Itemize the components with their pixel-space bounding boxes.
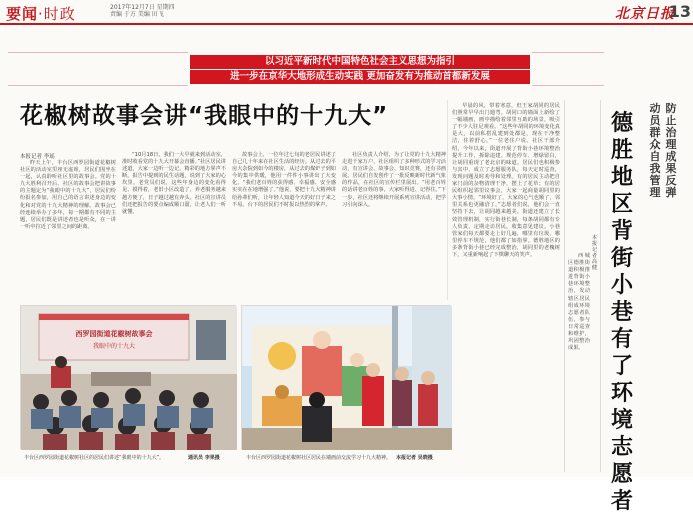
article-column-4	[342, 152, 446, 298]
banner-decoration-left	[8, 52, 188, 86]
date-info	[110, 4, 175, 18]
article-column-5	[452, 103, 560, 473]
photo1-credit: 通讯员 李果摄	[188, 455, 220, 461]
screen-title: 西罗园街道花椒树故事会	[75, 330, 153, 338]
photo2-credit: 本报记者 吴晓摄	[396, 455, 433, 461]
column-divider	[564, 100, 565, 472]
photo2-caption: 丰台区西罗园街道花椒树社区居民在墙画前交流学习十九大精神。	[246, 455, 392, 461]
issue-date: 2017年12月7日	[110, 4, 155, 11]
photo-storytelling-event	[20, 305, 236, 449]
editors-line: 责编 于方 美编 田飞	[110, 11, 164, 18]
feature-headline: 德胜地区背街小巷有了环境志愿者	[610, 111, 633, 514]
photo-illustration	[21, 306, 237, 450]
section-sub: ·时政	[38, 5, 76, 23]
article-column-1	[20, 160, 116, 298]
feature-subhead-1: 动员群众自我管理	[649, 102, 661, 199]
photo-illustration	[242, 306, 452, 450]
newspaper-masthead: 北京日报	[615, 6, 675, 22]
article-byline: 本报记者 李瑶	[20, 154, 55, 160]
banner-decoration-right	[532, 52, 604, 86]
article-column-2	[122, 152, 226, 298]
column-text: 早晨的风，带着寒意，但王家胡同的居民们照常早早出门遛弯。胡同口的墙面上新绘了一幅墙画，画中描绘着邻里互助的场景，吸引了不少人驻足观看。“这些年胡同的环境变化真是大，以前私搭乱建到处都是，现在干净整洁，住着舒心。”一位老住户说。社区干部介绍，今年以来，街道开展了背街小巷环境整治提升工作，拆除违建、规范停车、增绿留白，让胡同重现了老北京的味道。居民们也积极参与其中，成立了志愿服务队，每天定时巡查，发现问题及时劝导和处理。有的居民主动把自家门前的杂物清理干净，摆上了花草；有的居民组织起邻里议事会，大家一起商量胡同里的大事小情。“环境好了，大家的心气也顺了，邻里关系也更融洽了。”志愿者们说，他们会一直坚持下去，让胡同越来越美。街道还建立了长效管理机制，实行街巷长制，每条胡同都有专人负责，定期走访居民，收集意见建议。小巷管家们每天都要走上好几遍，哪里有垃圾、哪里停车不规范，他们都了如指掌。德胜地区的多条背街小巷已经完成整治，胡同里的老槐树下，又重新响起了下棋聊天的笑声。	[452, 103, 560, 258]
column-text: 西城区德胜街道积极推进背街小巷环境整治，发动辖区居民组成环境志愿者队伍，参与日常巡查和维护，巩固整治成果。	[568, 253, 590, 352]
article-column-3	[232, 152, 336, 298]
section-main: 要闻	[6, 5, 39, 23]
column-text: 社区负责人介绍，为了让党的十九大精神走进千家万户，社区组织了多种形式的学习活动，有宣讲会、故事会、知识竞赛，还有书画展。居民们自发创作了一批反映新时代新气象的作品，在社区的宣传栏里展出。“用老百姓的话讲老百姓的事，大家听得进、记得住。”下一步，社区还将继续开展系列宣讲活动，把学习引向深入。	[342, 152, 446, 208]
issue-weekday: 星期四	[156, 4, 175, 11]
screen-subtitle: 我眼中的十九大	[92, 343, 136, 350]
photo1-caption: 丰台区西罗园街道花椒树社区的居民们讲述“我眼中的十九大”。	[24, 455, 165, 461]
column-divider	[447, 100, 448, 300]
page-number: 13	[668, 2, 691, 21]
section-title	[6, 3, 76, 24]
slogan-banner	[190, 52, 530, 86]
feature-byline: 本报记者 高健	[592, 235, 598, 271]
column-text: “10月18日，我们一大早就来到活动室，准时收看党的十九大开幕会直播。”社区居民讲述道，大家一边听一边记，精彩的地方掌声不断。报告中提到的民生话题，说到了大家的心坎里。老党员们说，这些年身边的变化看得见、摸得着，老旧小区改造了，养老服务越来越方便了，日子越过越有奔头。社区的宣讲员们还把报告的要点编成顺口溜，让老人们一听就懂。	[122, 152, 226, 215]
feature-text	[568, 253, 590, 473]
banner-line-2: 进一步在京华大地形成生动实践 更加奋发有为推动首都新发展	[190, 70, 530, 84]
page-header	[0, 0, 693, 24]
header-rule	[0, 23, 693, 25]
column-divider	[600, 100, 601, 472]
column-text: 故事会上，一位年过七旬的老居民讲述了自己几十年来在社区生活的经历。从过去的平房大杂院到如今的楼房，从过去的煤炉子到如今的集中供暖，他用一件件小事讲出了大变化。“我们老百姓的获得感、幸福感、安全感实实在在地增强了。”他说，要把十九大精神讲给孙辈们听，让年轻人知道今天的好日子来之不易。台下的居民们不时报以热烈的掌声。	[232, 152, 336, 208]
feature-subhead-2: 防止治理成果反弹	[665, 102, 677, 199]
article-headline: 花椒树故事会讲“我眼中的十九大”	[20, 103, 389, 129]
banner-line-1: 以习近平新时代中国特色社会主义思想为指引	[190, 55, 530, 69]
column-text: 昨天上午，丰台区西罗园街道花椒树社区的活动室里座无虚席，居民们围坐在一起，认真聆听社区里的故事会。党的十九大胜利召开后，社区的故事会把讲故事的主题定为“我眼中的十九大”，居民们纷纷报名参加，用自己的语言讲述身边的变化和对党的十九大精神的理解。故事会已经连续举办了多年，每一期都有不同的主题，居民们既是讲述者也是听众，在一讲一听中拉近了邻里之间的距离。	[20, 160, 116, 230]
photo-mural	[241, 305, 451, 449]
